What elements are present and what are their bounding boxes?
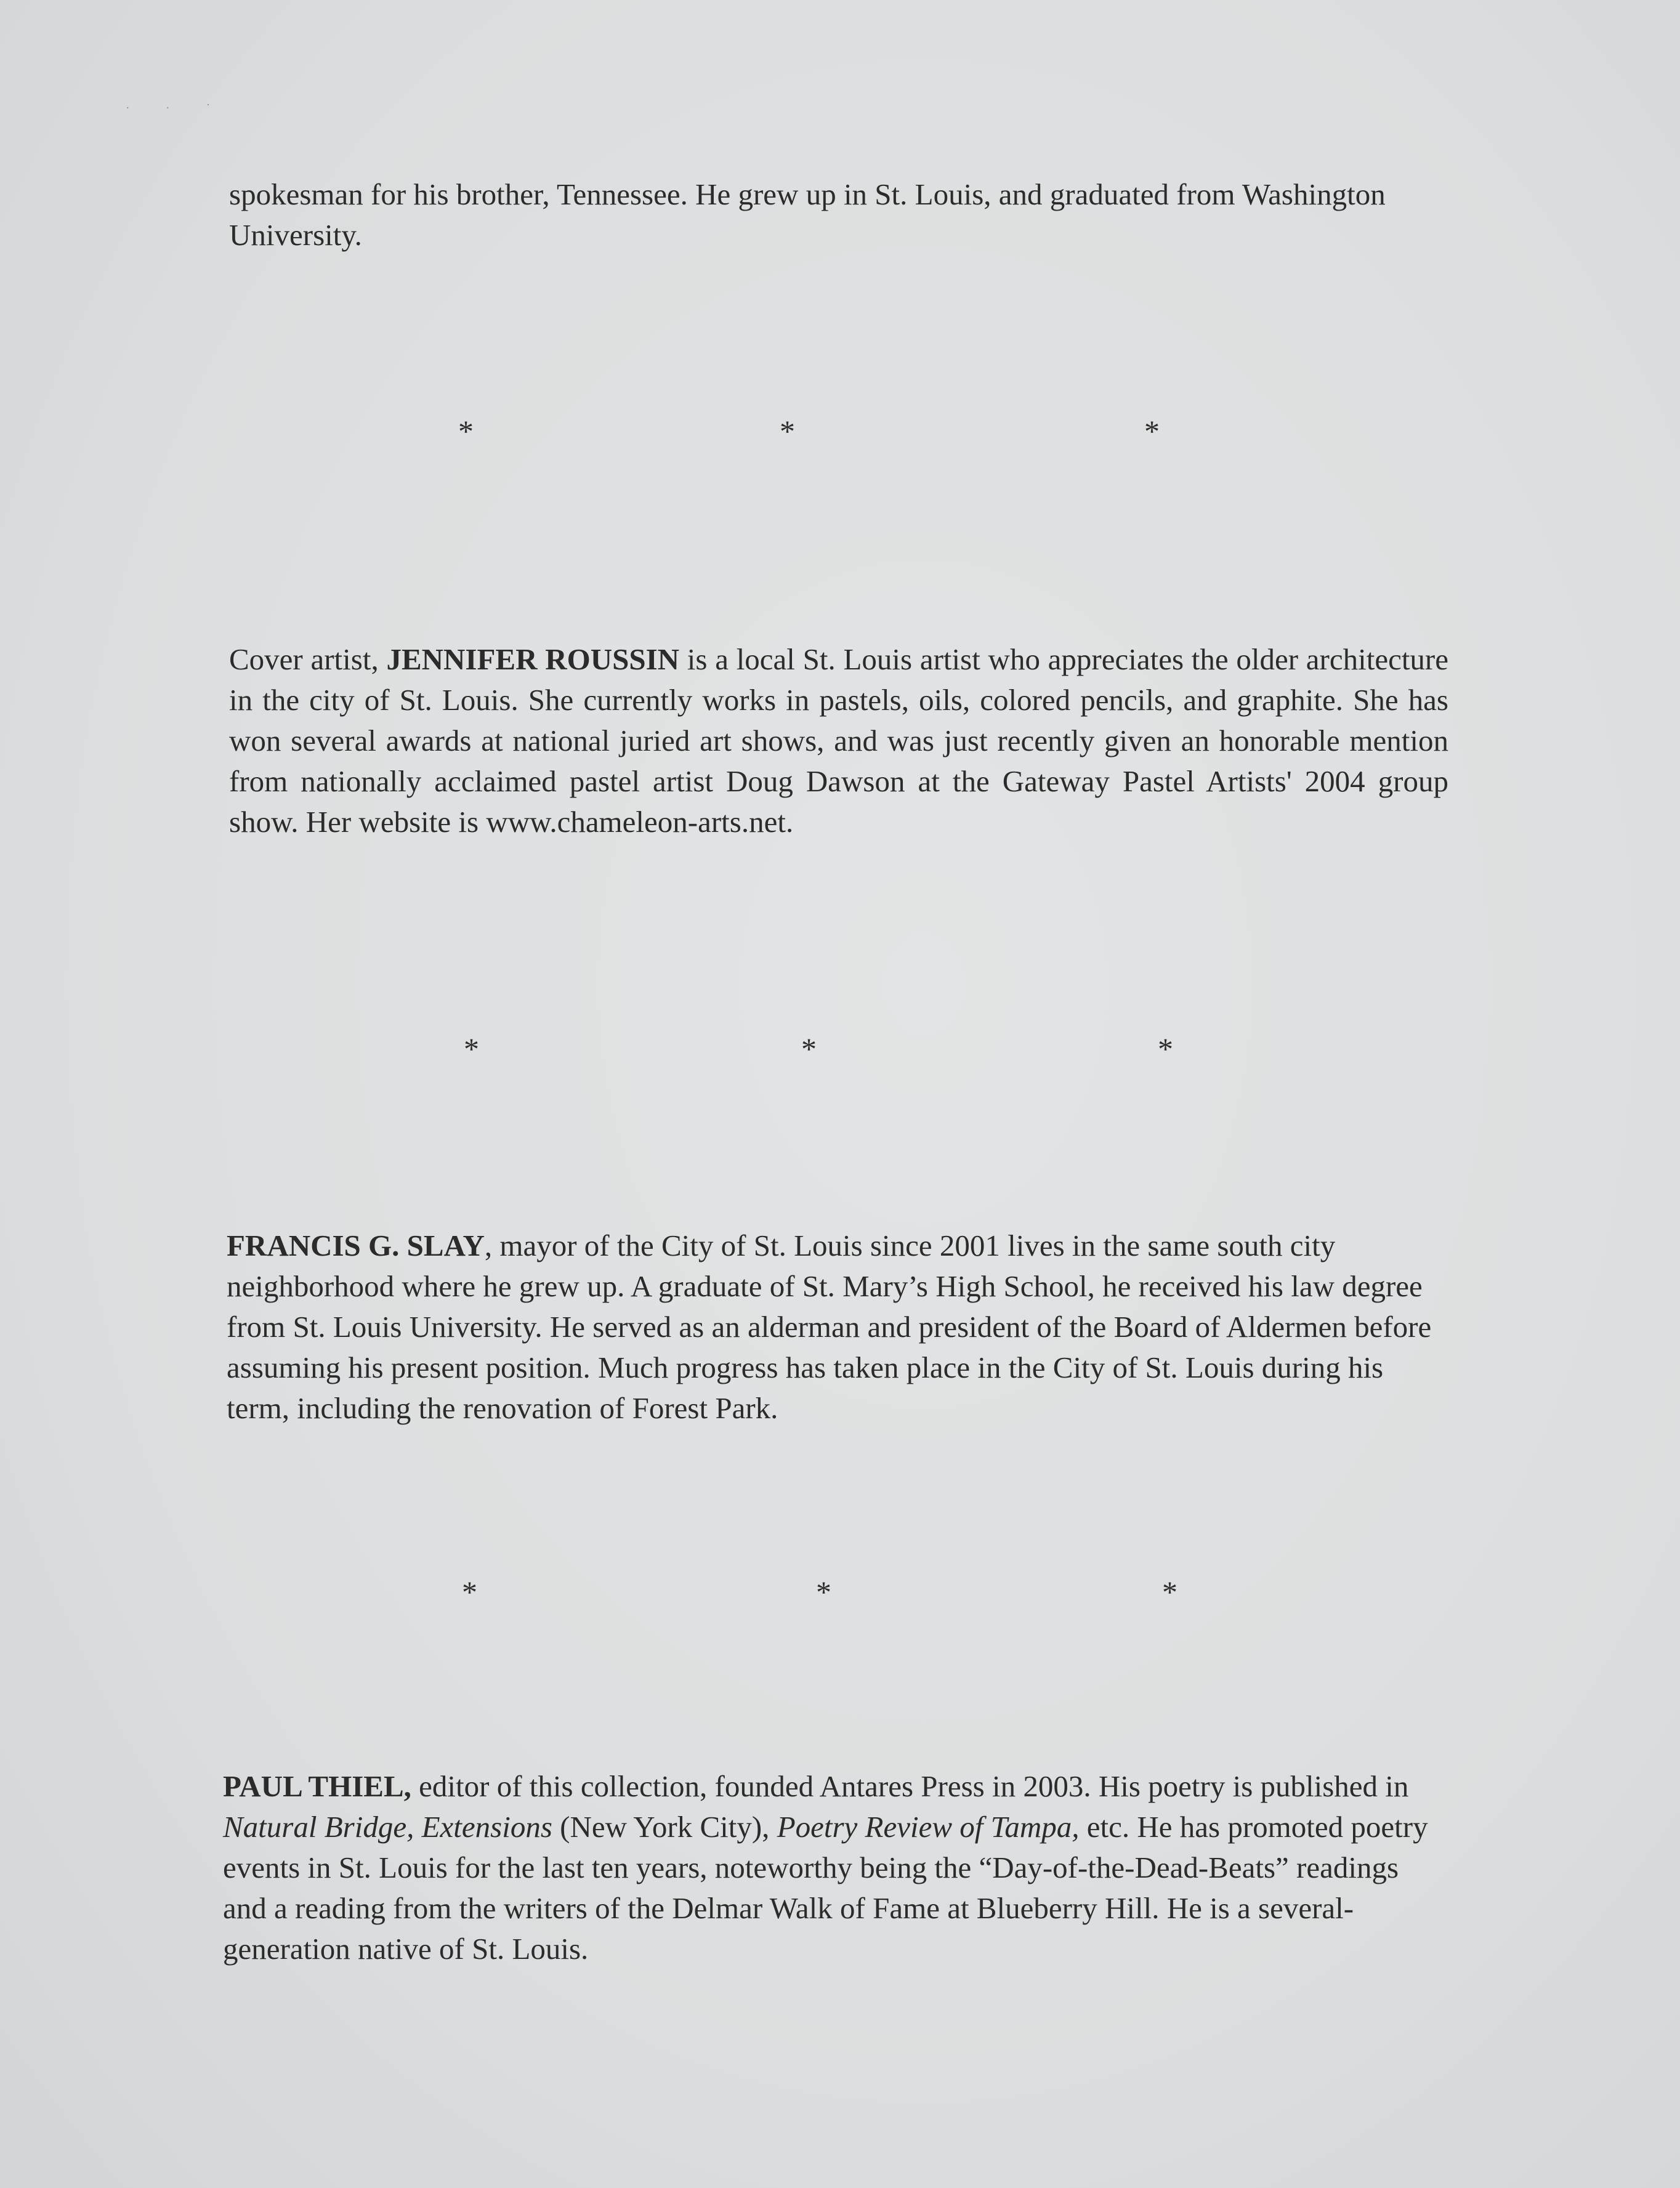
paragraph-jennifer-roussin (229, 639, 1448, 842)
separator-star: * (462, 1575, 477, 1609)
separator-star: * (1158, 1031, 1173, 1066)
paragraph-text: spokesman for his brother, Tennessee. He grew up in St. Louis, and graduated from Washington University. (229, 177, 1386, 252)
paragraph-text: (New York City), (552, 1810, 777, 1844)
paragraph-text: editor of this collection, founded Antares Press in 2003. His poetry is published in (411, 1769, 1409, 1803)
paragraph-francis-slay (227, 1225, 1437, 1429)
separator-star: * (1162, 1575, 1177, 1609)
separator-star: * (458, 414, 474, 448)
paragraph-text: , mayor of the City of St. Louis since 2001 lives in the same south city neighborhood where he grew up. A graduate of St. Mary’s High School, he received his law degree from St. Louis University. He served as an alderman and president of the Board of Aldermen before assuming his present position. Much progress has taken place in the City of St. Louis during his term, including the renovation of Forest Park. (227, 1229, 1432, 1425)
bio-name: FRANCIS G. SLAY (227, 1229, 485, 1262)
paragraph-william-williams-continuation (229, 174, 1430, 256)
publication-title: Poetry Review of Tampa, (777, 1810, 1080, 1844)
separator-star: * (816, 1575, 831, 1609)
separator-star: * (464, 1031, 479, 1066)
separator-star: * (1144, 414, 1160, 448)
bio-name: JENNIFER ROUSSIN (386, 642, 680, 676)
separator-star: * (801, 1031, 817, 1066)
paragraph-text: etc. He has promoted poetry events in St. Louis for the last ten years, noteworthy being the “Day-of-the-Dead-Beats” readings and a reading from the writers of the Delmar Walk of Fame at Blueberry Hill. He is a several-generation native of St. Louis. (223, 1810, 1428, 1966)
bio-name: PAUL THIEL, (223, 1769, 411, 1803)
separator-star: * (780, 414, 795, 448)
paragraph-lead: Cover artist, (229, 642, 387, 676)
paragraph-paul-thiel (223, 1766, 1442, 1969)
publication-title: Natural Bridge, Extensions (223, 1810, 552, 1844)
paper-specks: . . · (126, 99, 227, 111)
paragraph-text: is a local St. Louis artist who appreciates the older architecture in the city of St. Louis. She currently works in pastels, oils, colored pencils, and graphite. She has won several awards at national juried art shows, and was just recently given an honorable mention from nationally acclaimed pastel artist Doug Dawson at the Gateway Pastel Artists' 2004 group show. Her website is www.chameleon-arts.net. (229, 642, 1448, 839)
